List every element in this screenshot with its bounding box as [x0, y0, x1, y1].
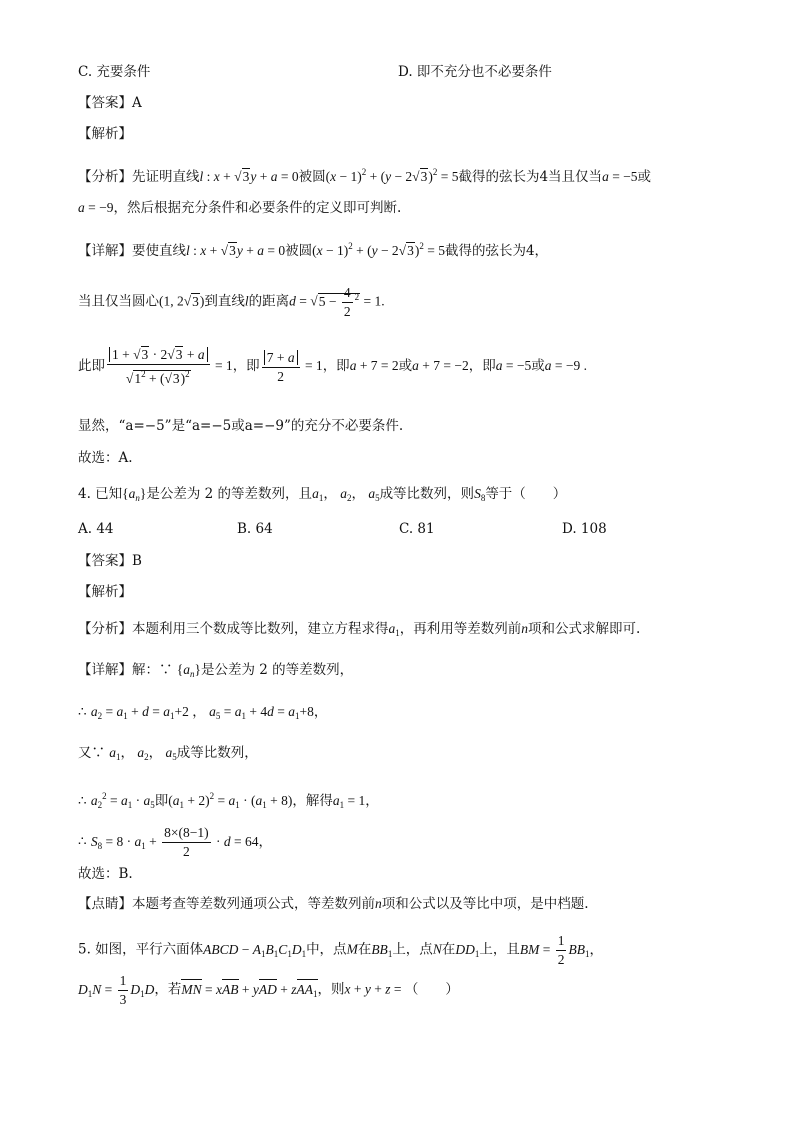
vector-eq: MN = xAB + yAD + zAA$_1$ — [181, 982, 317, 997]
q4-stem — [78, 484, 566, 508]
therefore-symbol: ∴ — [78, 704, 91, 720]
q5-stem-line2 — [78, 972, 459, 1009]
terms: $a_1$， $a_2$， $a_5$ — [109, 745, 177, 762]
xiangjie-tag: 【详解】 — [78, 243, 132, 259]
condition-a1: a = −5 — [602, 169, 638, 184]
line-equation: l : x + √3y + a = 0 — [199, 169, 299, 184]
text: ，即 — [468, 358, 496, 375]
var-n: n — [375, 896, 382, 911]
text: 或 — [531, 358, 545, 375]
fenxi-tag: 【分析】 — [78, 169, 132, 185]
q4-analysis-heading: 【解析】 — [78, 584, 132, 600]
text: 解： — [132, 662, 159, 678]
q5-stem-line1 — [78, 932, 603, 969]
option-c: C. 充要条件 — [78, 64, 151, 80]
text: 项和公式求解即可. — [528, 621, 641, 637]
because-symbol: ∵ — [91, 745, 110, 761]
q4-xiangjie-line1 — [78, 660, 353, 684]
q4-xiangjie-line2 — [78, 702, 327, 726]
seq-an: $\{a_n\}$ — [176, 662, 202, 679]
line-equation: l : x + √3y + a = 0 — [186, 243, 286, 258]
text: 本题考查等差数列通项公式，等差数列前 — [132, 896, 375, 912]
seq-an: $\{a_n\}$ — [122, 486, 147, 503]
geo-eq2: $(a_1 + 2)^2 = a_1 \cdot (a_1 + 8)$ — [168, 791, 293, 810]
text: ，再利用等差数列前 — [399, 621, 522, 637]
text: 截得的弦长为4， — [444, 243, 549, 259]
text: 是公差为 2 的等差数列，且 — [146, 486, 313, 502]
text: 等于（ ） — [485, 486, 567, 502]
text: 成等比数列，则 — [379, 486, 475, 502]
q4-answer: 【答案】B — [78, 553, 142, 569]
q3-conclusion: 显然，“a=−5”是“a=−5或a=−9”的充分不必要条件. — [78, 418, 404, 434]
text: 项和公式以及等比中项，是中档题. — [381, 896, 589, 912]
xiangjie-tag: 【详解】 — [78, 662, 132, 678]
eq3: a = −5 — [495, 358, 532, 374]
text: 在 — [357, 941, 372, 958]
s8-formula: $S_8 = 8 \cdot a_1$ + $\frac{8\times(8-1)}{2}$ · d = 64， — [90, 825, 272, 859]
q4-dianjing — [78, 894, 589, 914]
q3-fenxi-line2 — [78, 198, 401, 218]
eq4: a = −9 . — [544, 358, 587, 374]
solid-name: ABCD − $A_1B_1C_1D_1$ — [203, 941, 307, 959]
text: 被圆 — [298, 169, 326, 185]
text: ，解得 — [292, 793, 333, 809]
text: 上，且 — [479, 941, 520, 958]
q3-xiangjie-line2 — [78, 284, 385, 321]
text: 成等比数列， — [176, 745, 258, 761]
text: 本题利用三个数成等比数列，建立方程求得 — [132, 621, 389, 637]
point-m: M — [346, 941, 358, 957]
s8: $S_8$ — [474, 486, 486, 503]
q3-choose: 故选：A. — [78, 450, 133, 466]
a1: $a_1$ — [388, 621, 400, 638]
eq1: a + 7 = 2 — [349, 358, 399, 374]
text: 此即 — [78, 358, 105, 375]
text: 在 — [441, 941, 456, 958]
q4-option-c: C. 81 — [399, 521, 435, 537]
edge-bb1: $BB_1$ — [371, 941, 393, 959]
var-l: l — [244, 293, 249, 309]
q3-fenxi-line1 — [78, 162, 651, 187]
circle-equation: $(x - 1)^2 + (y - 2√3)^2 = 5$ — [312, 241, 445, 258]
q4-choose: 故选：B. — [78, 866, 133, 882]
eq2: a + 7 = −2 — [412, 358, 469, 374]
therefore-symbol: ∴ — [78, 833, 91, 850]
text: 当且仅当圆心 — [78, 293, 159, 310]
text: 的距离 — [248, 293, 290, 310]
distance-formula: d = √5 − $\frac{4}{2}$ $^2$ = 1. — [289, 285, 385, 319]
var-n: n — [521, 621, 528, 636]
text: 要使直线 — [132, 243, 186, 259]
point-n: N — [432, 941, 442, 957]
condition-a2: a = −9 — [78, 200, 114, 215]
q4-option-b: B. 64 — [237, 521, 273, 537]
q4-fenxi — [78, 619, 640, 643]
abs-fraction: $\frac{7 + a}{2}$ = 1 — [260, 358, 323, 373]
text: 被圆 — [285, 243, 313, 259]
because-symbol: ∵ — [159, 662, 177, 678]
q3-xiangjie-line1 — [78, 236, 548, 261]
q4-xiangjie-line3 — [78, 743, 258, 767]
therefore-symbol: ∴ — [78, 793, 91, 809]
text: 或 — [398, 358, 413, 375]
text: 即 — [154, 793, 169, 809]
text: 5. 如图，平行六面体 — [78, 941, 204, 958]
q4-xiangjie-line5 — [78, 824, 272, 861]
geo-eq: $a_2^2 = a_1 \cdot a_5$ — [90, 791, 155, 810]
fenxi-tag: 【分析】 — [78, 621, 132, 637]
q4-xiangjie-line4 — [78, 786, 379, 815]
q4-option-a: A. 44 — [78, 521, 114, 537]
a1-value: $a_1 = 1$， — [332, 793, 379, 810]
text: 中，点 — [306, 941, 347, 958]
q3-analysis-heading: 【解析】 — [78, 126, 132, 142]
seq-terms: $a_1$， $a_2$， $a_5$ — [312, 486, 380, 503]
edge-dd1: $DD_1$ — [455, 941, 480, 959]
text: 先证明直线 — [132, 169, 200, 185]
bm-eq: BM = $\frac{1}{2}$ $BB_1$， — [519, 933, 603, 967]
text: 到直线 — [204, 293, 245, 310]
text: ，则 — [317, 981, 345, 998]
text: 截得的弦长为4当且仅当 — [458, 169, 603, 185]
eq-a2: $a_2 = a_1 + d = a_1+2$ ， $a_5 = a_1 + 4d = a_1+8$， — [90, 704, 328, 721]
distance-fraction: $\frac{1 + √3 \cdot 2√3 + a}{√1^2 + (√3)^2}$ = 1 — [105, 358, 233, 373]
option-d: D. 即不充分也不必要条件 — [398, 64, 552, 80]
text: 又 — [78, 745, 92, 761]
text: 4. 已知 — [78, 486, 123, 502]
text: ，然后根据充分条件和必要条件的定义即可判断. — [113, 200, 402, 216]
text: 上，点 — [392, 941, 433, 958]
text: ，即 — [232, 358, 260, 375]
text: 或 — [637, 169, 652, 185]
text: ，即 — [322, 358, 350, 375]
dianjing-tag: 【点睛】 — [78, 896, 132, 912]
q3-answer: 【答案】A — [78, 95, 142, 111]
xyz-sum: x + y + z = — [344, 981, 405, 997]
text: （ ） — [404, 981, 459, 998]
text: 是公差为 2 的等差数列， — [201, 662, 354, 678]
text: ，若 — [154, 981, 182, 998]
q4-option-d: D. 108 — [562, 521, 607, 537]
q3-xiangjie-line3 — [78, 346, 587, 388]
circle-equation: $(x - 1)^2 + (y - 2√3)^2 = 5$ — [325, 167, 459, 184]
circle-center: (1, 2√3) — [159, 293, 205, 309]
d1n-eq: $D_1N$ = $\frac{1}{3}$ $D_1D$ — [78, 973, 155, 1007]
